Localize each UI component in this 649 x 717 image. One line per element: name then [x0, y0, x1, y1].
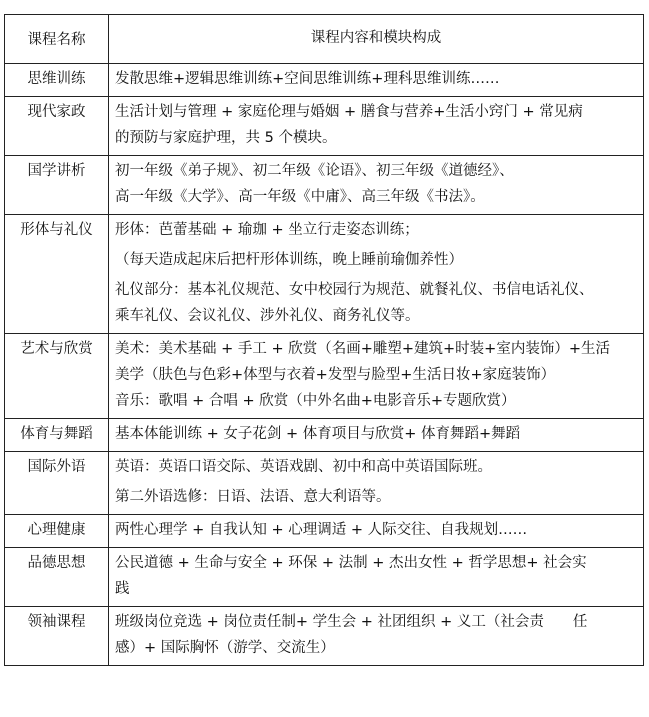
course-content-line: 感）+ 国际胸怀（游学、交流生）	[115, 640, 335, 656]
course-name-cell: 现代家政	[5, 97, 109, 156]
course-content-line: 基本体能训练 + 女子花剑 + 体育项目与欣赏+ 体育舞蹈+舞蹈	[115, 426, 521, 442]
course-content-line: 公民道德 + 生命与安全 + 环保 + 法制 + 杰出女性 + 哲学思想+ 社会实	[115, 555, 587, 571]
table-row	[5, 548, 644, 607]
course-content-line: 践	[115, 581, 130, 597]
table-row	[5, 97, 644, 156]
curriculum-table	[4, 14, 644, 666]
table-row	[5, 215, 644, 334]
course-content-line: 礼仪部分：基本礼仪规范、女中校园行为规范、就餐礼仪、书信电话礼仪、	[115, 282, 594, 298]
table-row	[5, 419, 644, 452]
course-content-line: 班级岗位竞选 + 岗位责任制+ 学生会 + 社团组织 + 义工（社会责 任	[115, 614, 588, 630]
course-content-cell	[109, 215, 644, 334]
course-content-line: 形体：芭蕾基础 + 瑜珈 + 坐立行走姿态训练；	[115, 222, 419, 238]
course-content-line: 发散思维+逻辑思维训练+空间思维训练+理科思维训练……	[115, 71, 500, 87]
course-content-cell	[109, 452, 644, 515]
course-name-cell: 品德思想	[5, 548, 109, 607]
course-content-cell	[109, 156, 644, 215]
course-name-cell: 艺术与欣赏	[5, 334, 109, 419]
course-content-line: 两性心理学 + 自我认知 + 心理调适 + 人际交往、自我规划……	[115, 522, 528, 538]
course-content-cell	[109, 548, 644, 607]
course-name-cell: 形体与礼仪	[5, 215, 109, 334]
course-content-line: 高一年级《大学》、高一年级《中庸》、高三年级《书法》。	[115, 189, 485, 205]
course-name-cell: 心理健康	[5, 515, 109, 548]
course-name-cell: 领袖课程	[5, 607, 109, 666]
course-content-line: 的预防与家庭护理，共 5 个模块。	[115, 130, 337, 146]
course-content-line: 生活计划与管理 + 家庭伦理与婚姻 + 膳食与营养+生活小窍门 + 常见病	[115, 104, 583, 120]
table-body	[5, 15, 644, 666]
header-course-name: 课程名称	[5, 15, 109, 64]
course-name-cell: 国际外语	[5, 452, 109, 515]
course-content-line: 音乐：歌唱 + 合唱 + 欣赏（中外名曲+电影音乐+专题欣赏）	[115, 393, 516, 409]
course-content-line: 乘车礼仪、会议礼仪、涉外礼仪、商务礼仪等。	[115, 308, 420, 324]
course-name-cell: 思维训练	[5, 64, 109, 97]
table-row	[5, 607, 644, 666]
table-row	[5, 156, 644, 215]
course-content-cell	[109, 64, 644, 97]
course-content-line: 初一年级《弟子规》、初二年级《论语》、初三年级《道德经》、	[115, 163, 514, 179]
table-row	[5, 64, 644, 97]
course-content-cell	[109, 97, 644, 156]
course-name-cell: 体育与舞蹈	[5, 419, 109, 452]
course-content-cell	[109, 515, 644, 548]
table-header-row	[5, 15, 644, 64]
table-row	[5, 334, 644, 419]
course-content-line: 英语：英语口语交际、英语戏剧、初中和高中英语国际班。	[115, 459, 492, 475]
course-content-cell	[109, 334, 644, 419]
table-row	[5, 515, 644, 548]
course-content-cell	[109, 607, 644, 666]
course-content-cell	[109, 419, 644, 452]
course-content-line: （每天造成起床后把杆形体训练，晚上睡前瑜伽养性）	[115, 252, 463, 268]
course-content-line: 美术：美术基础 + 手工 + 欣赏（名画+雕塑+建筑+时装+室内装饰）+生活	[115, 341, 610, 357]
course-content-line: 第二外语选修：日语、法语、意大利语等。	[115, 489, 391, 505]
course-name-cell: 国学讲析	[5, 156, 109, 215]
header-course-content: 课程内容和模块构成	[109, 15, 644, 64]
table-row	[5, 452, 644, 515]
course-content-line: 美学（肤色与色彩+体型与衣着+发型与脸型+生活日妆+家庭装饰）	[115, 367, 556, 383]
